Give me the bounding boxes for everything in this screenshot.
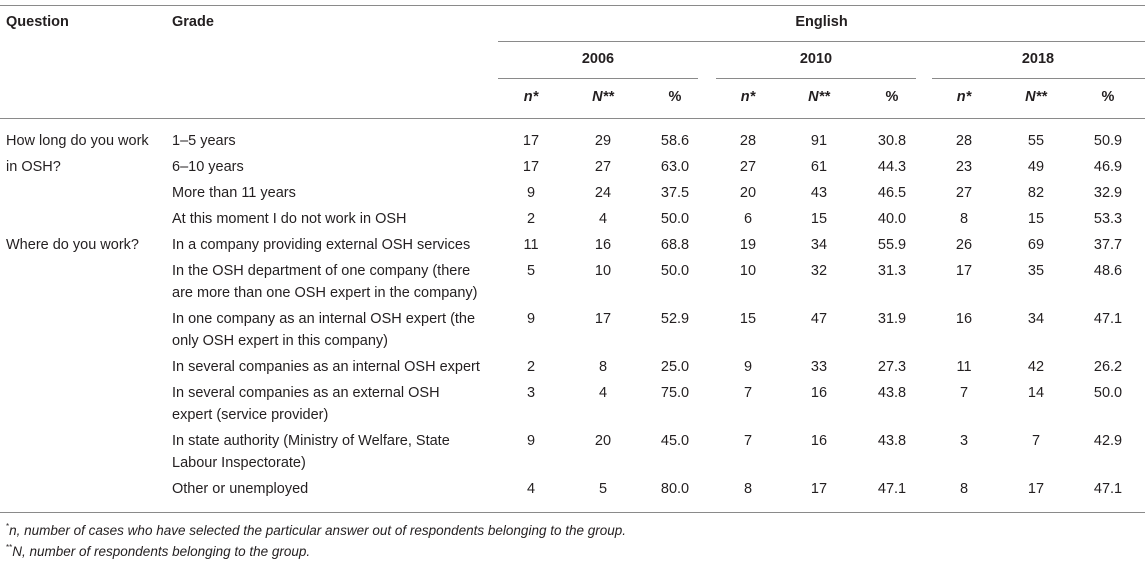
grade-cell: 1–5 years (172, 133, 236, 149)
value-cell: 82 (1027, 185, 1045, 201)
value-cell: 26 (955, 237, 973, 253)
value-cell: 43.8 (877, 433, 907, 449)
value-cell: 23 (955, 159, 973, 175)
footnote-mark: * (6, 522, 10, 531)
value-cell: 37.5 (660, 185, 690, 201)
value-cell: 8 (598, 359, 608, 375)
value-cell: 46.9 (1093, 159, 1123, 175)
value-cell: 28 (739, 133, 757, 149)
value-cell: 2 (526, 211, 536, 227)
value-cell: 55.9 (877, 237, 907, 253)
value-cell: 34 (810, 237, 828, 253)
value-cell: 5 (526, 263, 536, 279)
top-rule (0, 5, 1145, 6)
value-cell: 34 (1027, 311, 1045, 327)
value-cell: 9 (526, 433, 536, 449)
value-cell: 46.5 (877, 185, 907, 201)
grade-cell: only OSH expert in this company) (172, 333, 388, 349)
value-cell: 32 (810, 263, 828, 279)
value-cell: 17 (810, 481, 828, 497)
question-cell: How long do you work (6, 133, 149, 149)
question-cell: Where do you work? (6, 237, 139, 253)
value-cell: 55 (1027, 133, 1045, 149)
value-cell: 43 (810, 185, 828, 201)
value-cell: 27 (955, 185, 973, 201)
year-header: 2018 (1021, 51, 1055, 67)
value-cell: 8 (743, 481, 753, 497)
value-cell: 27 (594, 159, 612, 175)
grade-cell: More than 11 years (172, 185, 296, 201)
value-cell: 47.1 (1093, 311, 1123, 327)
value-cell: 33 (810, 359, 828, 375)
grade-cell: In the OSH department of one company (there (172, 263, 471, 279)
language-header: English (795, 14, 848, 30)
value-cell: 42 (1027, 359, 1045, 375)
value-cell: 48.6 (1093, 263, 1123, 279)
value-cell: 17 (522, 159, 540, 175)
grade-header: Grade (172, 14, 214, 30)
value-cell: 17 (1027, 481, 1045, 497)
value-cell: 8 (959, 211, 969, 227)
value-cell: 2 (526, 359, 536, 375)
value-cell: 45.0 (660, 433, 690, 449)
value-cell: 47 (810, 311, 828, 327)
header-rule (0, 118, 1145, 119)
value-cell: 20 (594, 433, 612, 449)
footnote-mark: ** (6, 543, 13, 552)
value-cell: 52.9 (660, 311, 690, 327)
value-cell: 50.0 (660, 211, 690, 227)
value-cell: 58.6 (660, 133, 690, 149)
value-cell: 7 (1031, 433, 1041, 449)
value-cell: 53.3 (1093, 211, 1123, 227)
value-cell: 19 (739, 237, 757, 253)
value-cell: 43.8 (877, 385, 907, 401)
value-cell: 37.7 (1093, 237, 1123, 253)
value-cell: 24 (594, 185, 612, 201)
year-rule-2006 (498, 78, 698, 79)
value-cell: 15 (1027, 211, 1045, 227)
column-header: % (668, 89, 682, 105)
value-cell: 80.0 (660, 481, 690, 497)
value-cell: 10 (594, 263, 612, 279)
grade-cell: Labour Inspectorate) (172, 455, 306, 471)
column-header: N** (592, 89, 614, 105)
value-cell: 3 (526, 385, 536, 401)
value-cell: 31.9 (877, 311, 907, 327)
value-cell: 49 (1027, 159, 1045, 175)
value-cell: 15 (810, 211, 828, 227)
footnote-text: N, number of respondents belonging to the group. (12, 544, 311, 559)
grade-cell: In a company providing external OSH services (172, 237, 471, 253)
year-rule-2010 (716, 78, 916, 79)
year-rule-2018 (932, 78, 1145, 79)
footnote-1 (6, 522, 626, 538)
value-cell: 7 (959, 385, 969, 401)
value-cell: 69 (1027, 237, 1045, 253)
value-cell: 50.0 (660, 263, 690, 279)
value-cell: 44.3 (877, 159, 907, 175)
value-cell: 10 (739, 263, 757, 279)
value-cell: 11 (956, 359, 972, 375)
value-cell: 42.9 (1093, 433, 1123, 449)
value-cell: 9 (526, 311, 536, 327)
value-cell: 35 (1027, 263, 1045, 279)
value-cell: 27.3 (877, 359, 907, 375)
english-rule (498, 41, 1145, 42)
value-cell: 61 (810, 159, 828, 175)
value-cell: 75.0 (660, 385, 690, 401)
value-cell: 14 (1027, 385, 1045, 401)
value-cell: 40.0 (877, 211, 907, 227)
value-cell: 9 (743, 359, 753, 375)
year-header: 2010 (799, 51, 833, 67)
footnote-2 (6, 543, 310, 559)
value-cell: 4 (526, 481, 536, 497)
grade-cell: expert (service provider) (172, 407, 329, 423)
value-cell: 91 (810, 133, 828, 149)
question-header: Question (6, 14, 69, 30)
value-cell: 50.0 (1093, 385, 1123, 401)
value-cell: 4 (598, 211, 608, 227)
grade-cell: In several companies as an internal OSH expert (172, 359, 480, 375)
value-cell: 50.9 (1093, 133, 1123, 149)
value-cell: 17 (522, 133, 540, 149)
grade-cell: 6–10 years (172, 159, 244, 175)
value-cell: 16 (810, 385, 828, 401)
value-cell: 8 (959, 481, 969, 497)
value-cell: 20 (739, 185, 757, 201)
value-cell: 25.0 (660, 359, 690, 375)
value-cell: 32.9 (1093, 185, 1123, 201)
grade-cell: In state authority (Ministry of Welfare, State (172, 433, 450, 449)
value-cell: 29 (594, 133, 612, 149)
value-cell: 47.1 (877, 481, 907, 497)
year-header: 2006 (581, 51, 615, 67)
value-cell: 17 (955, 263, 973, 279)
value-cell: 27 (739, 159, 757, 175)
column-header: n* (523, 89, 539, 105)
grade-cell: At this moment I do not work in OSH (172, 211, 407, 227)
column-header: N** (1025, 89, 1047, 105)
grade-cell: In several companies as an external OSH (172, 385, 440, 401)
column-header: % (885, 89, 899, 105)
column-header: N** (808, 89, 830, 105)
value-cell: 6 (743, 211, 753, 227)
value-cell: 63.0 (660, 159, 690, 175)
value-cell: 17 (594, 311, 612, 327)
value-cell: 31.3 (877, 263, 907, 279)
value-cell: 68.8 (660, 237, 690, 253)
value-cell: 16 (955, 311, 973, 327)
value-cell: 3 (959, 433, 969, 449)
value-cell: 26.2 (1093, 359, 1123, 375)
value-cell: 30.8 (877, 133, 907, 149)
bottom-rule (0, 512, 1145, 513)
grade-cell: In one company as an internal OSH expert (the (172, 311, 476, 327)
value-cell: 11 (523, 237, 539, 253)
footnote-text: n, number of cases who have selected the particular answer out of respondents belonging to the group. (9, 523, 627, 538)
value-cell: 5 (598, 481, 608, 497)
value-cell: 7 (743, 433, 753, 449)
question-cell: in OSH? (6, 159, 61, 175)
value-cell: 16 (594, 237, 612, 253)
value-cell: 9 (526, 185, 536, 201)
value-cell: 16 (810, 433, 828, 449)
column-header: n* (740, 89, 756, 105)
column-header: n* (956, 89, 972, 105)
grade-cell: Other or unemployed (172, 481, 309, 497)
value-cell: 15 (739, 311, 757, 327)
value-cell: 28 (955, 133, 973, 149)
grade-cell: are more than one OSH expert in the company) (172, 285, 478, 301)
value-cell: 7 (743, 385, 753, 401)
value-cell: 47.1 (1093, 481, 1123, 497)
column-header: % (1101, 89, 1115, 105)
value-cell: 4 (598, 385, 608, 401)
